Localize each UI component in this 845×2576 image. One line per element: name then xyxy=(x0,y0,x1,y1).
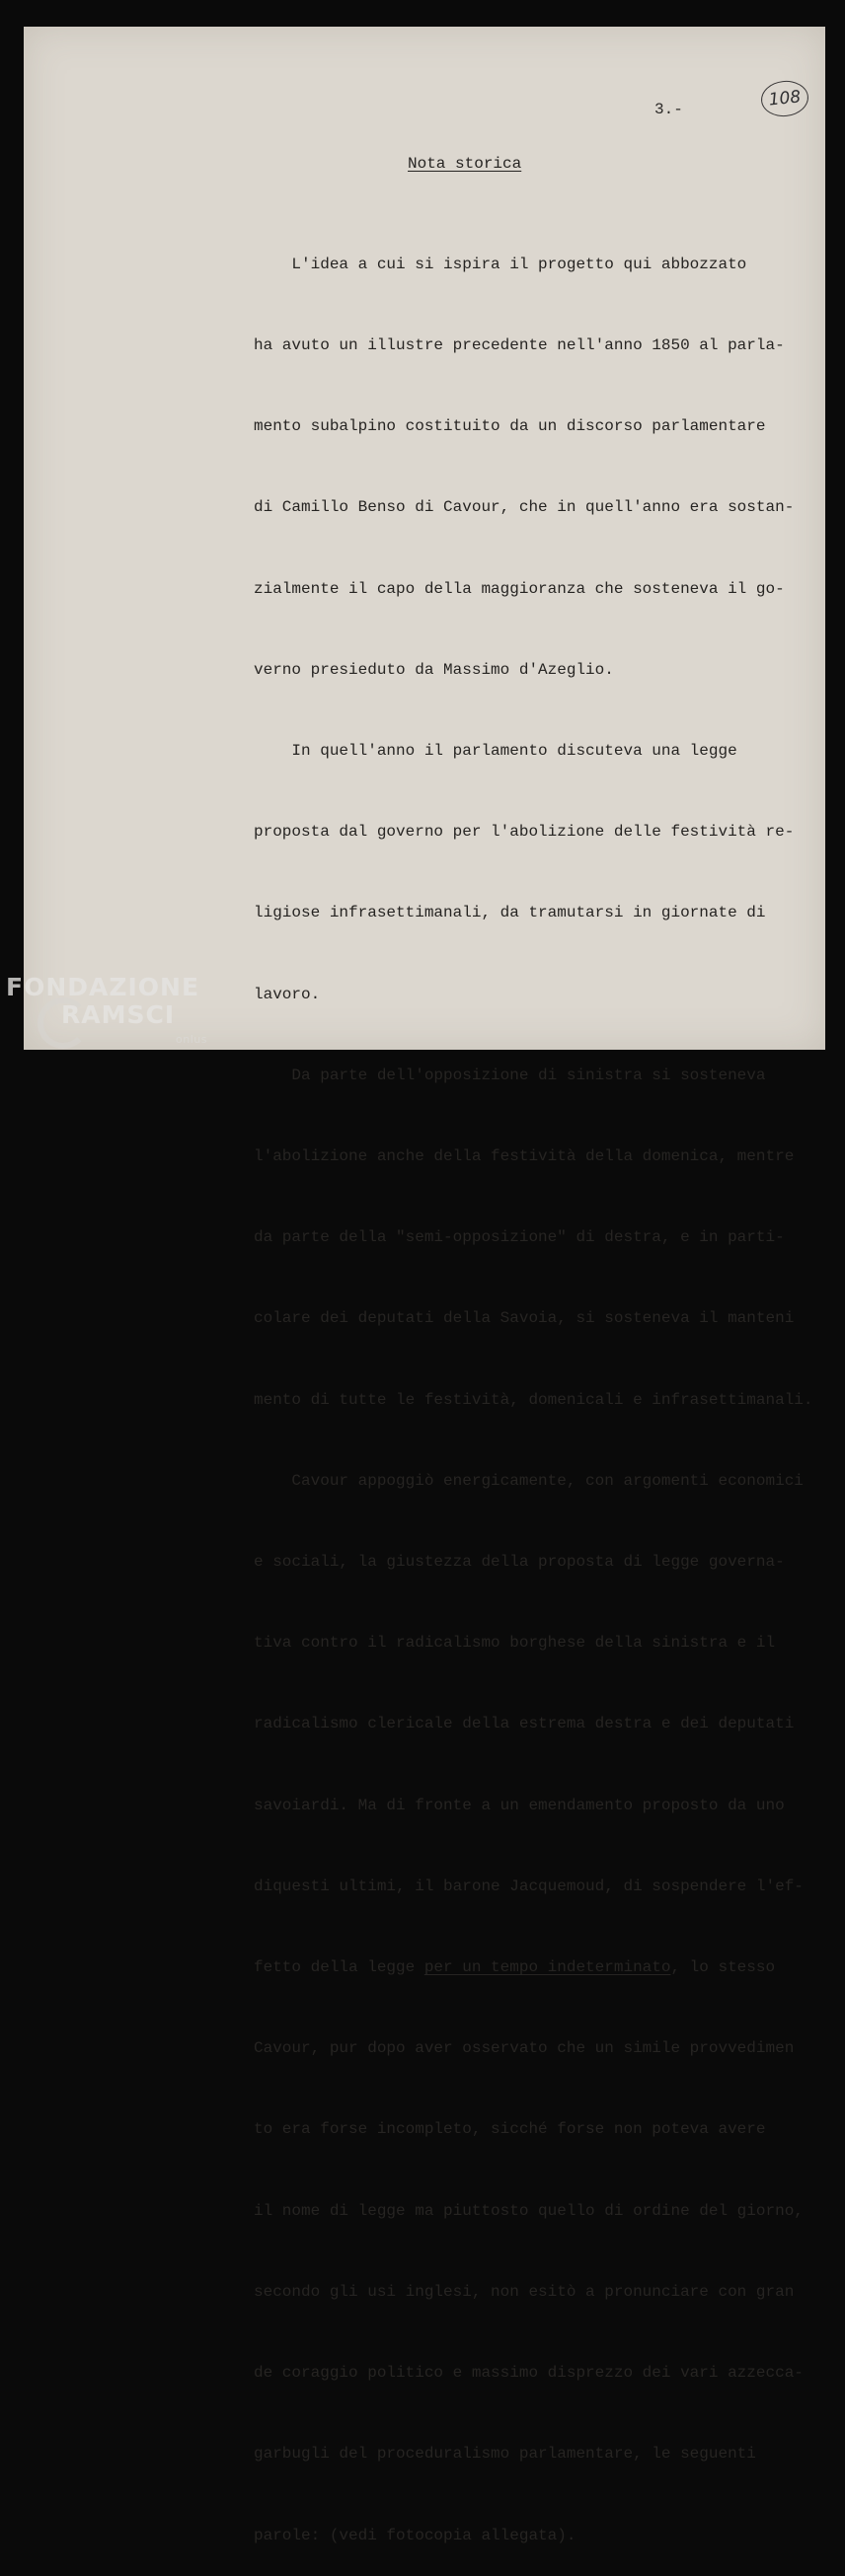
body-line-underlined xyxy=(254,1954,826,1981)
body-line: mento di tutte le festività, domenicali e infrasettimanali. xyxy=(254,1390,813,1409)
line-end: , lo stesso xyxy=(670,1958,776,1977)
fondazione-gramsci-watermark xyxy=(6,973,207,1046)
watermark-sub: onlus xyxy=(176,1033,207,1046)
archive-stamp-number: 108 xyxy=(759,79,810,119)
body-line: e sociali, la giustezza della proposta di legge governa- xyxy=(254,1553,785,1572)
body-line: diquesti ultimi, il barone Jacquemoud, di sospendere l'ef- xyxy=(254,1877,804,1895)
body-line: to era forse incompleto, sicché forse non poteva avere xyxy=(254,2120,766,2139)
body-line: di Camillo Benso di Cavour, che in quell'anno era sostan- xyxy=(254,498,795,517)
body-line: Cavour, pur dopo aver osservato che un simile provvedimen xyxy=(254,2039,795,2058)
document-body xyxy=(254,197,826,2576)
body-line: In quell'anno il parlamento discuteva una legge xyxy=(254,742,737,761)
body-line: secondo gli usi inglesi, non esitò a pronunciare con gran xyxy=(254,2282,795,2301)
body-line: ligiose infrasettimanali, da tramutarsi in giornate di xyxy=(254,904,766,922)
line-start: fetto della legge xyxy=(254,1958,424,1977)
body-line: il nome di legge ma piuttosto quello di ordine del giorno, xyxy=(254,2201,804,2220)
body-line: Cavour appoggiò energicamente, con argomenti economici xyxy=(254,1471,804,1490)
body-line: tiva contro il radicalismo borghese della sinistra e il xyxy=(254,1634,776,1653)
body-line: verno presieduto da Massimo d'Azeglio. xyxy=(254,660,614,679)
body-line: proposta dal governo per l'abolizione delle festività re- xyxy=(254,823,795,842)
body-line: savoiardi. Ma di fronte a un emendamento proposto da uno xyxy=(254,1796,785,1814)
body-line: Da parte dell'opposizione di sinistra si sosteneva xyxy=(254,1066,766,1084)
body-line: parole: (vedi fotocopia allegata). xyxy=(254,2526,576,2544)
watermark-line2: RAMSCI xyxy=(61,1000,176,1029)
body-line: lavoro. xyxy=(254,985,321,1003)
body-line: radicalismo clericale della estrema destra e dei deputati xyxy=(254,1715,795,1733)
body-line: l'abolizione anche della festività della domenica, mentre xyxy=(254,1147,795,1166)
page-number: 3.- xyxy=(654,101,683,118)
document-title: Nota storica xyxy=(408,155,522,173)
body-line: mento subalpino costituito da un discorso parlamentare xyxy=(254,417,766,436)
body-line: garbugli del proceduralismo parlamentare, le seguenti xyxy=(254,2445,756,2464)
body-line: colare dei deputati della Savoia, si sosteneva il manteni xyxy=(254,1309,795,1328)
underlined-phrase: per un tempo indeterminato xyxy=(423,1958,671,1977)
body-line: da parte della "semi-opposizione" di destra, e in parti- xyxy=(254,1228,785,1247)
body-line: ha avuto un illustre precedente nell'anno 1850 al parla- xyxy=(254,336,785,355)
body-line: zialmente il capo della maggioranza che sosteneva il go- xyxy=(254,579,785,598)
body-line: de coraggio politico e massimo disprezzo dei vari azzecca- xyxy=(254,2364,804,2383)
body-line: L'idea a cui si ispira il progetto qui abbozzato xyxy=(254,255,747,273)
watermark-line1: FONDAZIONE xyxy=(6,973,200,1001)
